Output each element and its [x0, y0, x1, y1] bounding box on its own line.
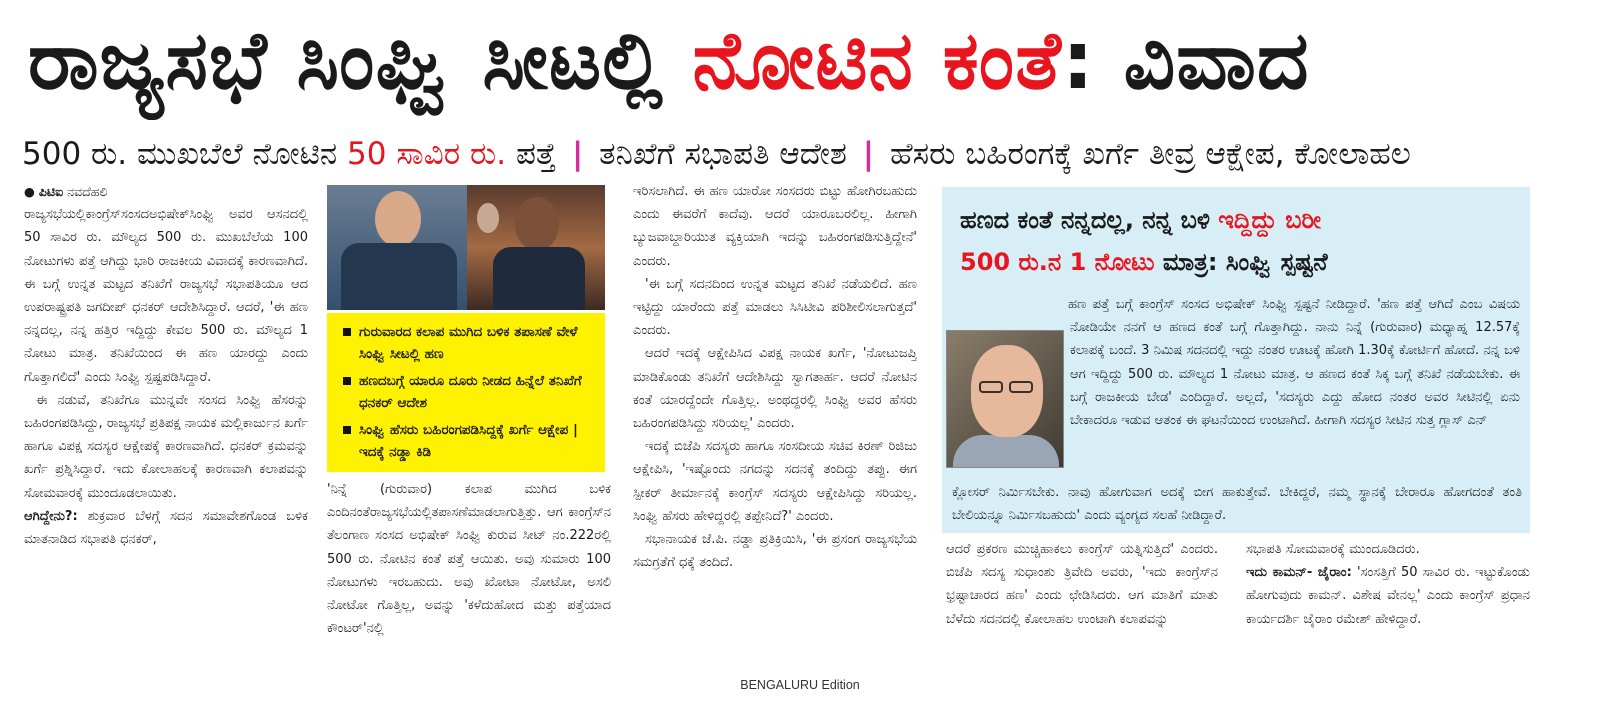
highlight-item [337, 419, 597, 463]
box-title-part-a: ಹಣದ ಕಂತೆ ನನ್ನದಲ್ಲ, ನನ್ನ ಬಳಿ [960, 206, 1219, 234]
headline-part3: : ವಿವಾದ [1061, 14, 1310, 107]
col5-lead: ಇದು ಕಾಮನ್- ಜೈರಾಂ: [1246, 565, 1352, 581]
subhead-1b: 50 ಸಾವಿರ ರು. [347, 136, 507, 172]
photo-suit-2 [493, 247, 585, 310]
subhead-separator-2: | [862, 136, 875, 172]
article-column-5 [1246, 538, 1530, 658]
singhvi-portrait [946, 330, 1064, 468]
byline [24, 180, 308, 203]
col5-paragraph-2-text: 'ಸಂಸತ್ತಿಗೆ 50 ಸಾವಿರ ರು. ಇಟ್ಟುಕೊಂಡು ಹೋಗುವುದು ಕಾಮನ್. ವಿಶೇಷ ವೇನಲ್ಲ' ಎಂದು ಕಾಂಗ್ರೆಸ್ ಪ್ರಧಾನ ಕಾರ್ಯದರ್ಶಿ ಜೈರಾಂ ರಮೇಶ್ ಹೇಳಿದ್ದಾರೆ. [1246, 565, 1530, 627]
news-photo [327, 185, 605, 310]
article-column-2 [327, 478, 611, 658]
highlight-item [337, 321, 597, 365]
col2-paragraph-1: 'ನಿನ್ನೆ (ಗುರುವಾರ) ಕಲಾಪ ಮುಗಿದ ಬಳಿಕ ಎಂದಿನಂತೆರಾಜ್ಯಸಭೆಯಲ್ಲಿತಪಾಸಣೆಮಾಡಲಾಗುತ್ತಿತ್ತು. ಆಗ ಕಾಂಗ್ರೆಸ್‌ನ ತೆಲಂಗಾಣ ಸಂಸದ ಅಭಿಷೇಕ್ ಸಿಂಘ್ವಿ ಕುರುವ ಸೀಟ್ ನಂ.222ರಲ್ಲಿ 500 ರು. ನೋಟಿನ ಕಂತೆ ಪತ್ತೆ ಆಯಿತು. ಅವು ಸುಮಾರು 100 ನೋಟುಗಳು ಇರಬಹುದು. ಅವು ಖೋಟಾ ನೋಟೋ, ಅಸಲಿ ನೋಟೋ ಗೊತ್ತಿಲ್ಲ, ಅವನ್ನು 'ಕಳೆದುಹೋದ ಮತ್ತು ಪತ್ತೆಯಾದ ಕೌಂಟರ್'ನಲ್ಲಿ [327, 482, 611, 637]
col3-paragraph-5: ಸಭಾನಾಯಕ ಜೆ.ಪಿ. ನಡ್ಡಾ ಪ್ರತಿಕ್ರಿಯಿಸಿ, 'ಈ ಪ್ರಸಂಗ ರಾಜ್ಯಸಭೆಯ ಸಮಗ್ರತೆಗೆ ಧಕ್ಕೆ ತಂದಿದೆ. [633, 532, 917, 571]
square-bullet-icon [343, 377, 351, 385]
photo-face-1 [375, 191, 421, 247]
subhead-1c: ಪತ್ತೆ [506, 136, 557, 172]
box-title-part-b: ಇದ್ದಿದ್ದು ಬರೀ [1218, 206, 1322, 234]
box-text-bottom: ಕ್ಲೋಸರ್ ನಿರ್ಮಿಸಬೇಕು. ನಾವು ಹೋಗುವಾಗ ಅದಕ್ಕೆ ಬೀಗ ಹಾಕುತ್ತೇವೆ. ಬೇಕಿದ್ದರೆ, ನಮ್ಮ ಸ್ಥಾನಕ್ಕೆ ಬೇರಾರೂ ಹೋಗದಂತೆ ತಂತಿ ಬೇಲಿಯನ್ನೂ ನಿರ್ಮಿಸಬಹುದು' ಎಂದು ವ್ಯಂಗ್ಯದ ಸಲಹೆ ನೀಡಿದ್ದಾರೆ. [952, 485, 1522, 524]
col1-lead: ಆಗಿದ್ದೇನು?: [24, 508, 78, 524]
headline-highlight: ನೋಟಿನ ಕಂತೆ [692, 14, 1062, 107]
headline-part1: ರಾಜ್ಯಸಭೆ ಸಿಂಘ್ವಿ ಸೀಟಲ್ಲಿ [28, 14, 693, 107]
col3-paragraph-3: ಆದರೆ ಇದಕ್ಕೆ ಆಕ್ಷೇಪಿಸಿದ ವಿಪಕ್ಷ ನಾಯಕ ಖರ್ಗೆ, 'ನೋಟುಜಪ್ತಿ ಮಾಡಿಕೊಂಡು ತನಿಖೆಗೆ ಆದೇಶಿಸಿದ್ದು ಸ್ವಾಗತಾರ್ಹ. ಆದರೆ ನೋಟಿನ ಕಂತೆ ಯಾರದ್ದೆಂದೇ ಗೊತ್ತಿಲ್ಲ. ಅಂಥದ್ದರಲ್ಲಿ ಸಿಂಘ್ವಿ ಅವರ ಹೆಸರು ಬಹಿರಂಗಪಡಿಸಿದ್ದು ಸರಿಯಲ್ಲ' ಎಂದರು. [633, 346, 917, 432]
article-column-1 [24, 180, 308, 650]
box-title-part-c: 500 ರು.ನ 1 ನೋಟು [960, 248, 1155, 276]
square-bullet-icon [343, 328, 351, 336]
col4-paragraph-1: ಆದರೆ ಪ್ರಕರಣ ಮುಚ್ಚಿಹಾಕಲು ಕಾಂಗ್ರೆಸ್ ಯತ್ನಿಸುತ್ತಿದೆ' ಎಂದರು. ಬಿಜೆಪಿ ಸದಸ್ಯ ಸುಧಾಂಶು ತ್ರಿವೇದಿ ಅವರು, 'ಇದು ಕಾಂಗ್ರೆಸ್‌ನ ಭ್ರಷ್ಟಾಚಾರದ ಹಣ' ಎಂದು ಛೇಡಿಸಿದರು. ಆಗ ಮಾತಿಗೆ ಮಾತು ಬೆಳೆದು ಸದನದಲ್ಲಿ ಕೋಲಾಹಲ ಉಂಟಾಗಿ ಕಲಾಪವನ್ನು [946, 542, 1218, 627]
col5-paragraph-2 [1246, 561, 1530, 631]
col3-paragraph-1: ಇರಿಸಲಾಗಿದೆ. ಈ ಹಣ ಯಾರೋ ಸಂಸದರು ಬಿಟ್ಟು ಹೋಗಿರಬಹುದು ಎಂದು ಈವರೆಗೆ ಕಾದೆವು. ಆದರೆ ಯಾರೂಬರಲಿಲ್ಲ. ಹೀಗಾಗಿ ಬ್ಯುಜವಾಬ್ದಾರಿಯುತ ವ್ಯಕ್ತಿಯಾಗಿ ಇದನ್ನು ಬಹಿರಂಗಪಡಿಸುತ್ತಿದ್ದೇನೆ' ಎಂದರು. [633, 184, 917, 269]
bullet-icon: ● [24, 184, 35, 199]
byline-place: ನವದೆಹಲಿ [67, 184, 108, 199]
col1-paragraph-1: ರಾಜ್ಯಸಭೆಯಲ್ಲಿಕಾಂಗ್ರೆಸ್‌ಸಂಸದಅಭಿಷೇಕ್‌ಸಿಂಘ್ವಿ ಅವರ ಆಸನದಲ್ಲಿ 50 ಸಾವಿರ ರು. ಮೌಲ್ಯದ 500 ರು. ಮುಖಬೆಲೆಯ 100 ನೋಟುಗಳು ಪತ್ತೆ ಆಗಿದ್ದು ಭಾರಿ ರಾಜಕೀಯ ವಿವಾದಕ್ಕೆ ಕಾರಣವಾಗಿದೆ. ಈ ಬಗ್ಗೆ ಉನ್ನತ ಮಟ್ಟದ ತನಿಖೆಗೆ ರಾಜ್ಯಸಭೆ ಸಭಾಪತಿಯೂ ಆದ ಉಪರಾಷ್ಟ್ರಪತಿ ಜಗದೀಪ್ ಧನಕರ್ ಆದೇಶಿಸಿದ್ದಾರೆ. ಆದರೆ, 'ಈ ಹಣ ನನ್ನದಲ್ಲ, ನನ್ನ ಹತ್ತಿರ ಇದ್ದಿದ್ದು ಕೇವಲ 500 ರು. ಮೌಲ್ಯದ 1 ನೋಟು ಮಾತ್ರ. ತನಿಖೆಯಿಂದ ಈ ಹಣ ಯಾರದ್ದು ಎಂದು ಗೊತ್ತಾಗಲಿದೆ' ಎಂದು ಸಿಂಘ್ವಿ ಸ್ಪಷ್ಟಪಡಿಸಿದ್ದಾರೆ. [24, 207, 308, 385]
box-text-top: ಹಣ ಪತ್ತೆ ಬಗ್ಗೆ ಕಾಂಗ್ರೆಸ್ ಸಂಸದ ಅಭಿಷೇಕ್ ಸಿಂಘ್ವಿ ಸ್ಪಷ್ಟನೆ ನೀಡಿದ್ದಾರೆ. 'ಹಣ ಪತ್ತೆ ಆಗಿದೆ ಎಂಬ ವಿಷಯ ನೋಡಿಯೇ ನನಗೆ ಆ ಹಣದ ಕಂತೆ ಬಗ್ಗೆ ಗೊತ್ತಾಗಿದ್ದು. ನಾನು ನಿನ್ನೆ (ಗುರುವಾರ) ಮಧ್ಯಾಹ್ನ 12.57ಕ್ಕೆ ಕಲಾಪಕ್ಕೆ ಬಂದೆ. 3 ನಿಮಿಷ ಸದನದಲ್ಲಿ ಇದ್ದು ನಂತರ ಊಟಕ್ಕೆ ಹೋಗಿ 1.30ಕ್ಕೆ ಕೋರ್ಟಿಗೆ ಹೋದೆ. ನನ್ನ ಬಳಿ ಆಗ ಇದ್ದಿದ್ದು 500 ರು. ಮೌಲ್ಯದ 1 ನೋಟು ಮಾತ್ರ. ಆ ಹಣದ ಕಂತೆ ಸಿಕ್ಕ ಬಗ್ಗೆ ತನಿಖೆ ನಡೆಯಬೇಕು. ಈ ಬಗ್ಗೆ ರಾಜಕೀಯ ಬೇಡ' ಎಂದಿದ್ದಾರೆ. ಅಲ್ಲದೆ, 'ಸದಸ್ಯರು ಎದ್ದು ಹೋದ ನಂತರ ಅವರ ಸೀಟಿನಲ್ಲಿ ಏನು ಬೇಕಾದರೂ ಇಡುವ ಆತಂಕ ಈ ಘಟನೆಯಿಂದ ಉಂಟಾಗಿದೆ. ಹೀಗಾಗಿ ಸದಸ್ಯರ ಸೀಟಿನ ಸುತ್ತ ಗ್ಲಾಸ್ ಎನ್ [1068, 297, 1520, 429]
subhead-1a: 500 ರು. ಮುಖಬೆಲೆ ನೋಟಿನ [22, 136, 348, 172]
photo-face-3 [477, 203, 499, 233]
headline [28, 2, 1588, 120]
subhead-3: ಹೆಸರು ಬಹಿರಂಗಕ್ಕೆ ಖರ್ಗೆ ತೀವ್ರ ಆಕ್ಷೇಪ, ಕೋಲಾಹಲ [889, 136, 1411, 172]
col5-paragraph-1: ಸಭಾಪತಿ ಸೋಮವಾರಕ್ಕೆ ಮುಂದೂಡಿದರು. [1246, 542, 1420, 557]
portrait-glasses-right [1009, 381, 1033, 393]
portrait-shirt [953, 435, 1059, 468]
portrait-glasses-left [979, 381, 1003, 393]
col3-paragraph-2: 'ಈ ಬಗ್ಗೆ ಸದನದಿಂದ ಉನ್ನತ ಮಟ್ಟದ ತನಿಖೆ ನಡೆಯಲಿದೆ. ಹಣ ಇಟ್ಟಿದ್ದು ಯಾರೆಂದು ಪತ್ತೆ ಮಾಡಲು ಸಿಸಿಟೀವಿ ಪರಿಶೀಲಿಸಲಾಗುತ್ತದೆ' ಎಂದರು. [633, 276, 917, 339]
edition-footer: BENGALURU Edition [740, 678, 860, 692]
photo-face-2 [515, 197, 559, 251]
highlight-text: ಹಣದಬಗ್ಗೆ ಯಾರೂ ದೂರು ನೀಡದ ಹಿನ್ನೆಲೆ ತನಿಖೆಗೆ ಧನಕರ್ ಆದೇಶ [359, 373, 582, 411]
col1-paragraph-3 [24, 505, 308, 551]
box-title-part-d: ಮಾತ್ರ: ಸಿಂಘ್ವಿ ಸ್ಪಷ್ಟನೆ [1154, 248, 1328, 276]
highlights-box [327, 313, 605, 472]
col1-paragraph-3-text: ಶುಕ್ರವಾರ ಬೆಳಗ್ಗೆ ಸದನ ಸಮಾವೇಶಗೊಂಡ ಬಳಿಕ ಮಾತನಾಡಿದ ಸಭಾಪತಿ ಧನಕರ್, [24, 508, 308, 548]
box-title [960, 199, 1520, 283]
highlight-text: ಸಿಂಘ್ವಿ ಹೆಸರು ಬಹಿರಂಗಪಡಿಸಿದ್ದಕ್ಕೆ ಖರ್ಗೆ ಆಕ್ಷೇಪ | ಇದಕ್ಕೆ ನಡ್ಡಾ ಕಿಡಿ [359, 422, 578, 460]
byline-agency: ಪಿಟಿಐ [38, 184, 64, 199]
article-column-4 [946, 538, 1218, 658]
photo-suit-1 [341, 243, 457, 310]
highlight-item [337, 370, 597, 414]
col1-paragraph-2: ಈ ನಡುವೆ, ತನಿಖೆಗೂ ಮುನ್ನವೇ ಸಂಸದ ಸಿಂಘ್ವಿ ಹೆಸರನ್ನು ಬಹಿರಂಗಪಡಿಸಿದ್ದು, ರಾಜ್ಯಸಭೆ ಪ್ರತಿಪಕ್ಷ ನಾಯಕ ಮಲ್ಲಿಕಾರ್ಜುನ ಖರ್ಗೆ ಹಾಗೂ ವಿಪಕ್ಷ ಸದಸ್ಯರ ಆಕ್ಷೇಪಕ್ಕೆ ಕಾರಣವಾಗಿದೆ. ಧನಕರ್ ಕ್ರಮವನ್ನು ಖರ್ಗೆ ಪ್ರಶ್ನಿಸಿದ್ದಾರೆ. ಇದು ಕೋಲಾಹಲಕ್ಕೆ ಕಾರಣವಾಗಿ ಕಲಾಪವನ್ನು ಸೋಮವಾರಕ್ಕೆ ಮುಂದೂಡಲಾಯಿತು. [24, 392, 308, 501]
col3-paragraph-4: ಇದಕ್ಕೆ ಬಿಜೆಪಿ ಸದಸ್ಯರು ಹಾಗೂ ಸಂಸದೀಯ ಸಚಿವ ಕಿರಣ್ ರಿಜಿಜು ಆಕ್ಷೇಪಿಸಿ, 'ಇಷ್ಟೊಂದು ನಗದನ್ನು ಸದನಕ್ಕೆ ತಂದಿದ್ದು ತಪ್ಪು. ಈಗ ಸ್ಪೀಕರ್ ತೀರ್ಮಾನಕ್ಕೆ ಕಾಂಗ್ರೆಸ್ ಸದಸ್ಯರು ಆಕ್ಷೇಪಿಸಿದ್ದು ಸರಿಯಲ್ಲ. ಸಿಂಘ್ವಿ ಹೆಸರು ಹೇಳಿದ್ದರಲ್ಲಿ ತಪ್ಪೇನಿದೆ?' ಎಂದರು. [633, 439, 917, 524]
square-bullet-icon [343, 426, 351, 434]
article-column-3 [633, 180, 917, 658]
subhead-2: ತನಿಖೆಗೆ ಸಭಾಪತಿ ಆದೇಶ [599, 136, 847, 172]
highlight-text: ಗುರುವಾರದ ಕಲಾಪ ಮುಗಿದ ಬಳಿಕ ತಪಾಸಣೆ ವೇಳೆ ಸಿಂಘ್ವಿ ಸೀಟಲ್ಲಿ ಹಣ [359, 324, 578, 362]
subheadline [22, 132, 1582, 176]
subhead-separator-1: | [571, 136, 584, 172]
